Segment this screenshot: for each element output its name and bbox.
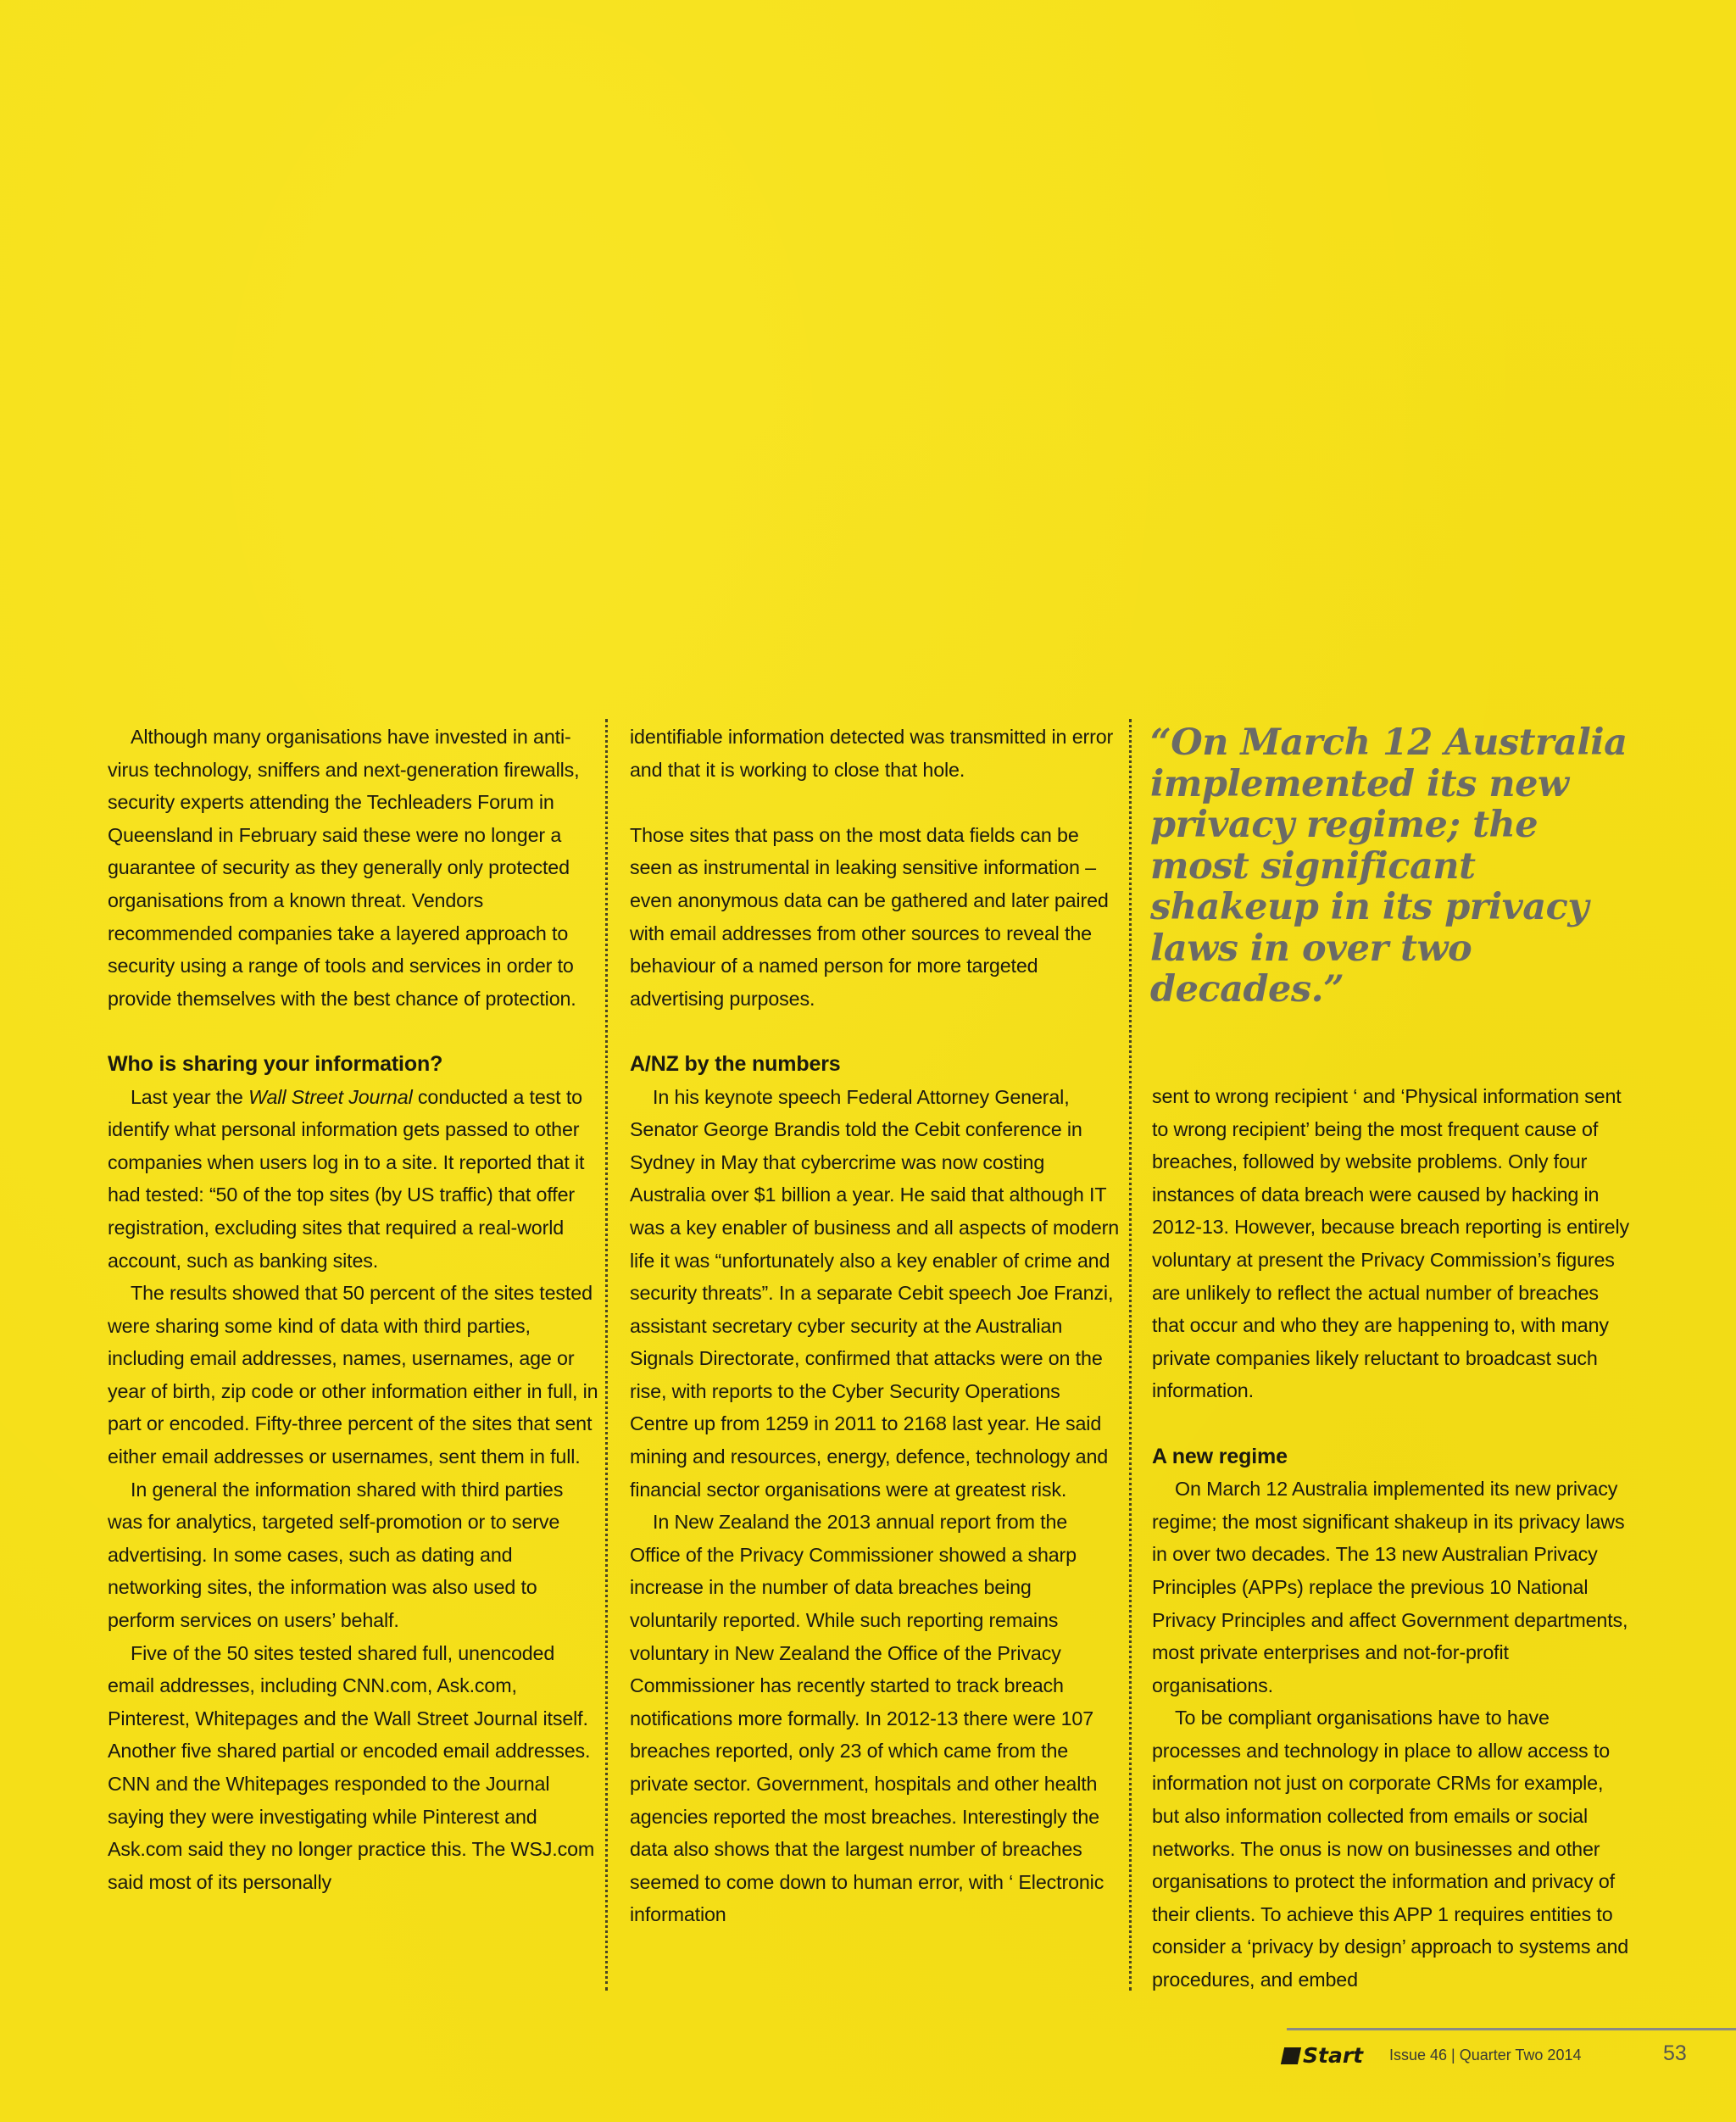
page-number: 53	[1663, 2041, 1687, 2065]
paragraph: In New Zealand the 2013 annual report from the Office of the Privacy Commissioner showed a sharp increase in the number of data breaches being voluntarily reported. While such reporting remains voluntary in New Zealand the Office of the Privacy Commissioner has recently started to track breach notifications more formally. In 2012-13 there were 107 breaches reported, only 23 of which came from the private sector. Government, hospitals and other health agencies reported the most breaches. Interestingly the data also shows that the largest number of breaches seemed to come down to human error, with ‘ Electronic information	[630, 1511, 1104, 1926]
paragraph: Those sites that pass on the most data fields can be seen as instrumental in leaking sensitive information – even anonymous data can be gathered and later paired with email addresses from other sources to reveal the behaviour of a named person for more targeted advertising purposes.	[630, 823, 1109, 1010]
text-run: conducted a test to identify what personal information gets passed to other companies when users log in to a site. It reported that it had tested: “50 of the top sites (by US traffic) that offer registration, excluding sites that required a real-world account, such as banking sites.	[108, 1085, 585, 1272]
paragraph: On March 12 Australia implemented its new privacy regime; the most significant shakeup in its privacy laws in over two decades. The 13 new Australian Privacy Principles (APPs) replace the previous 10 National Privacy Principles and affect Government departments, most private enterprises and not-for-profit organisations.	[1152, 1478, 1628, 1696]
issue-info: Issue 46 | Quarter Two 2014	[1389, 2047, 1582, 2064]
paragraph	[108, 1081, 599, 1278]
paragraph: identifiable information detected was transmitted in error and that it is working to close that hole.	[630, 726, 1114, 781]
paragraph: Although many organisations have invested in anti-virus technology, sniffers and next-generation firewalls, security experts attending the Techleaders Forum in Queensland in February said these were no longer a guarantee of security as they generally only protected organisations from a known threat. Vendors recommended companies take a layered approach to security using a range of tools and services in order to provide themselves with the best chance of protection.	[108, 726, 580, 1010]
paragraph: Five of the 50 sites tested shared full, unencoded email addresses, including CNN.com, Ask.com, Pinterest, Whitepages and the Wall Street Journal itself. Another five shared partial or encoded email addresses. CNN and the Whitepages responded to the Journal saying they were investigating while Pinterest and Ask.com said they no longer practice this. The WSJ.com said most of its personally	[108, 1641, 595, 1893]
footer-rule	[1287, 2028, 1736, 2030]
paragraph: In his keynote speech Federal Attorney General, Senator George Brandis told the Cebit conference in Sydney in May that cybercrime was now costing Australia over $1 billion a year. He said that although IT was a key enabler of business and all aspects of modern life it was “unfortunately also a key enabler of crime and security threats”. In a separate Cebit speech Joe Franzi, assistant secretary cyber security at the Australian Signals Directorate, confirmed that attacks were on the rise, with reports to the Cyber Security Operations Centre up from 1259 in 2011 to 2168 last year. He said mining and resources, energy, defence, technology and financial sector organisations were at greatest risk.	[630, 1085, 1120, 1501]
section-heading: A/NZ by the numbers	[630, 1051, 841, 1076]
logo-text: Start	[1303, 2043, 1364, 2068]
magazine-logo	[1283, 2043, 1363, 2068]
logo-mark-icon	[1281, 2047, 1301, 2064]
column-divider	[1129, 719, 1132, 1991]
column-divider	[605, 719, 608, 1991]
paragraph: To be compliant organisations have to have processes and technology in place to allow access to information not just on corporate CRMs for example, but also information collected from emails or social networks. The onus is now on businesses and other organisations to protect the information and privacy of their clients. To achieve this APP 1 requires entities to consider a ‘privacy by design’ approach to systems and procedures, and embed	[1152, 1707, 1629, 1991]
article-column-1	[108, 721, 599, 1898]
paragraph: In general the information shared with third parties was for analytics, targeted self-promotion or to serve advertising. In some cases, such as dating and networking sites, the information was also used to perform services on users’ behalf.	[108, 1478, 564, 1632]
article-column-2	[630, 721, 1121, 1931]
publication-name: Wall Street Journal	[248, 1085, 413, 1108]
text-run: Last year the	[131, 1085, 249, 1108]
paragraph: The results showed that 50 percent of the sites tested were sharing some kind of data with third parties, including email addresses, names, usernames, age or year of birth, zip code or other information either in full, in part or encoded. Fifty-three percent of the sites that sent either email addresses or usernames, sent them in full.	[108, 1282, 598, 1468]
paragraph: sent to wrong recipient ‘ and ‘Physical information sent to wrong recipient’ being the most frequent cause of breaches, followed by website problems. Only four instances of data breach were caused by hacking in 2012-13. However, because breach reporting is entirely voluntary at present the Privacy Commission’s figures are unlikely to reflect the actual number of breaches that occur and who they are happening to, with many private companies likely reluctant to broadcast such information.	[1152, 1085, 1630, 1402]
section-heading: A new regime	[1152, 1444, 1288, 1468]
section-heading: Who is sharing your information?	[108, 1051, 443, 1076]
pull-quote: “On March 12 Australia implemented its new privacy regime; the most significant shakeup in its privacy laws in over two decades.”	[1150, 721, 1628, 1011]
